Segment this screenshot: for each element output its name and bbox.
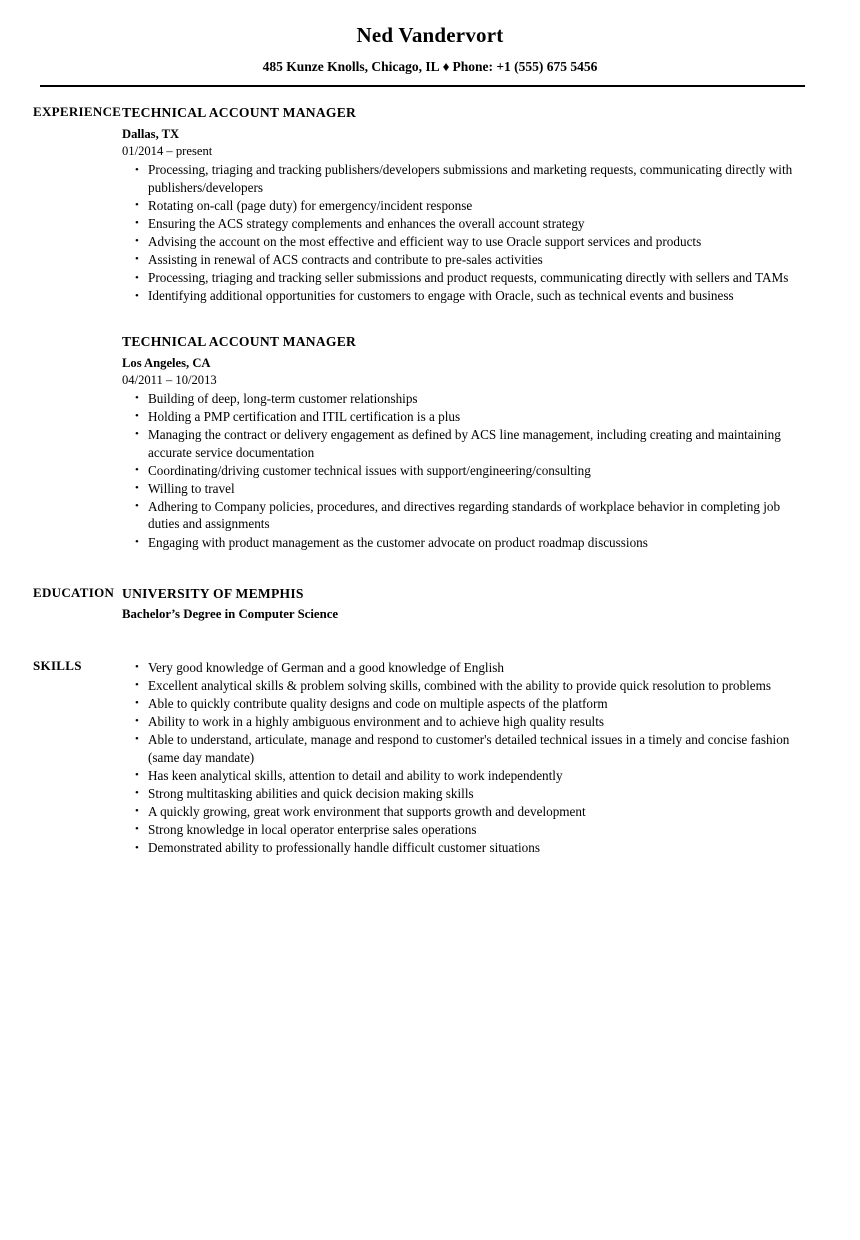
candidate-address: 485 Kunze Knolls, Chicago, IL [262,59,440,74]
skill-bullet: • Has keen analytical skills, attention to detail and ability to work independently [122,767,818,785]
resume-header [0,0,860,87]
section-label-experience: EXPERIENCE [33,104,122,119]
skill-bullet: • Very good knowledge of German and a good knowledge of English [122,659,818,677]
diamond-separator-icon: ♦ [442,59,450,74]
skill-bullet: • Ability to work in a highly ambiguous environment and to achieve high quality results [122,713,818,731]
header-divider [40,85,805,87]
job-bullet: • Processing, triaging and tracking publishers/developers submissions and marketing requests, communicating directly with publishers/developers [122,161,810,196]
job-bullet: • Holding a PMP certification and ITIL certification is a plus [122,408,810,426]
contact-line [0,58,860,76]
job-bullet: • Assisting in renewal of ACS contracts and contribute to pre-sales activities [122,251,810,269]
education-body [122,585,860,622]
job-title: TECHNICAL ACCOUNT MANAGER [122,105,357,120]
job-bullet: • Building of deep, long-term customer relationships [122,390,810,408]
section-label-education: EDUCATION [33,585,115,601]
skill-bullet: • Strong knowledge in local operator enterprise sales operations [122,821,818,839]
skills-section [0,658,860,857]
candidate-name: Ned Vandervort [356,23,504,47]
candidate-phone: Phone: +1 (555) 675 5456 [452,59,598,74]
skill-bullet: • Demonstrated ability to professionally handle difficult customer situations [122,839,818,857]
skills-bullet-list [122,659,818,857]
job-bullet-list [122,161,810,305]
job-bullet-list [122,390,810,551]
job-location: Los Angeles, CA [122,355,211,370]
experience-section [0,104,860,551]
job-bullet: • Identifying additional opportunities for customers to engage with Oracle, such as technical events and business [122,287,810,305]
job-entry [122,333,810,551]
job-entry [122,104,810,305]
job-dates: 04/2011 – 10/2013 [122,372,217,387]
experience-body [122,104,860,551]
education-section [0,585,860,622]
job-bullet: • Willing to travel [122,480,810,498]
job-bullet: • Ensuring the ACS strategy complements and enhances the overall account strategy [122,215,810,233]
skills-body [122,658,860,857]
job-title: TECHNICAL ACCOUNT MANAGER [122,333,357,349]
job-location: Dallas, TX [122,127,180,141]
job-bullet: • Processing, triaging and tracking seller submissions and product requests, communicating directly with sellers and TAMs [122,269,810,287]
skill-bullet: • Excellent analytical skills & problem solving skills, combined with the ability to provide quick resolution to problems [122,677,818,695]
job-bullet: • Rotating on-call (page duty) for emergency/incident response [122,197,810,215]
education-degree: Bachelor’s Degree in Computer Science [122,607,339,622]
job-dates: 01/2014 – present [122,144,213,158]
job-bullet: • Managing the contract or delivery engagement as defined by ACS line management, including creating and maintaining accurate service documentation [122,426,810,461]
section-label-skills: SKILLS [33,658,82,674]
job-bullet: • Coordinating/driving customer technical issues with support/engineering/consulting [122,462,810,480]
job-bullet: • Adhering to Company policies, procedures, and directives regarding standards of workplace behavior in completing job duties and assignments [122,498,810,533]
job-bullet: • Advising the account on the most effective and efficient way to use Oracle support services and products [122,233,810,251]
education-school: UNIVERSITY OF MEMPHIS [122,586,304,602]
skill-bullet: • Able to understand, articulate, manage and respond to customer's detailed technical issues in a timely and concise fashion (same day mandate) [122,731,818,766]
job-bullet: • Engaging with product management as the customer advocate on product roadmap discussions [122,534,810,552]
skill-bullet: • Strong multitasking abilities and quick decision making skills [122,785,818,803]
skill-bullet: • Able to quickly contribute quality designs and code on multiple aspects of the platform [122,695,818,713]
skill-bullet: • A quickly growing, great work environment that supports growth and development [122,803,818,821]
